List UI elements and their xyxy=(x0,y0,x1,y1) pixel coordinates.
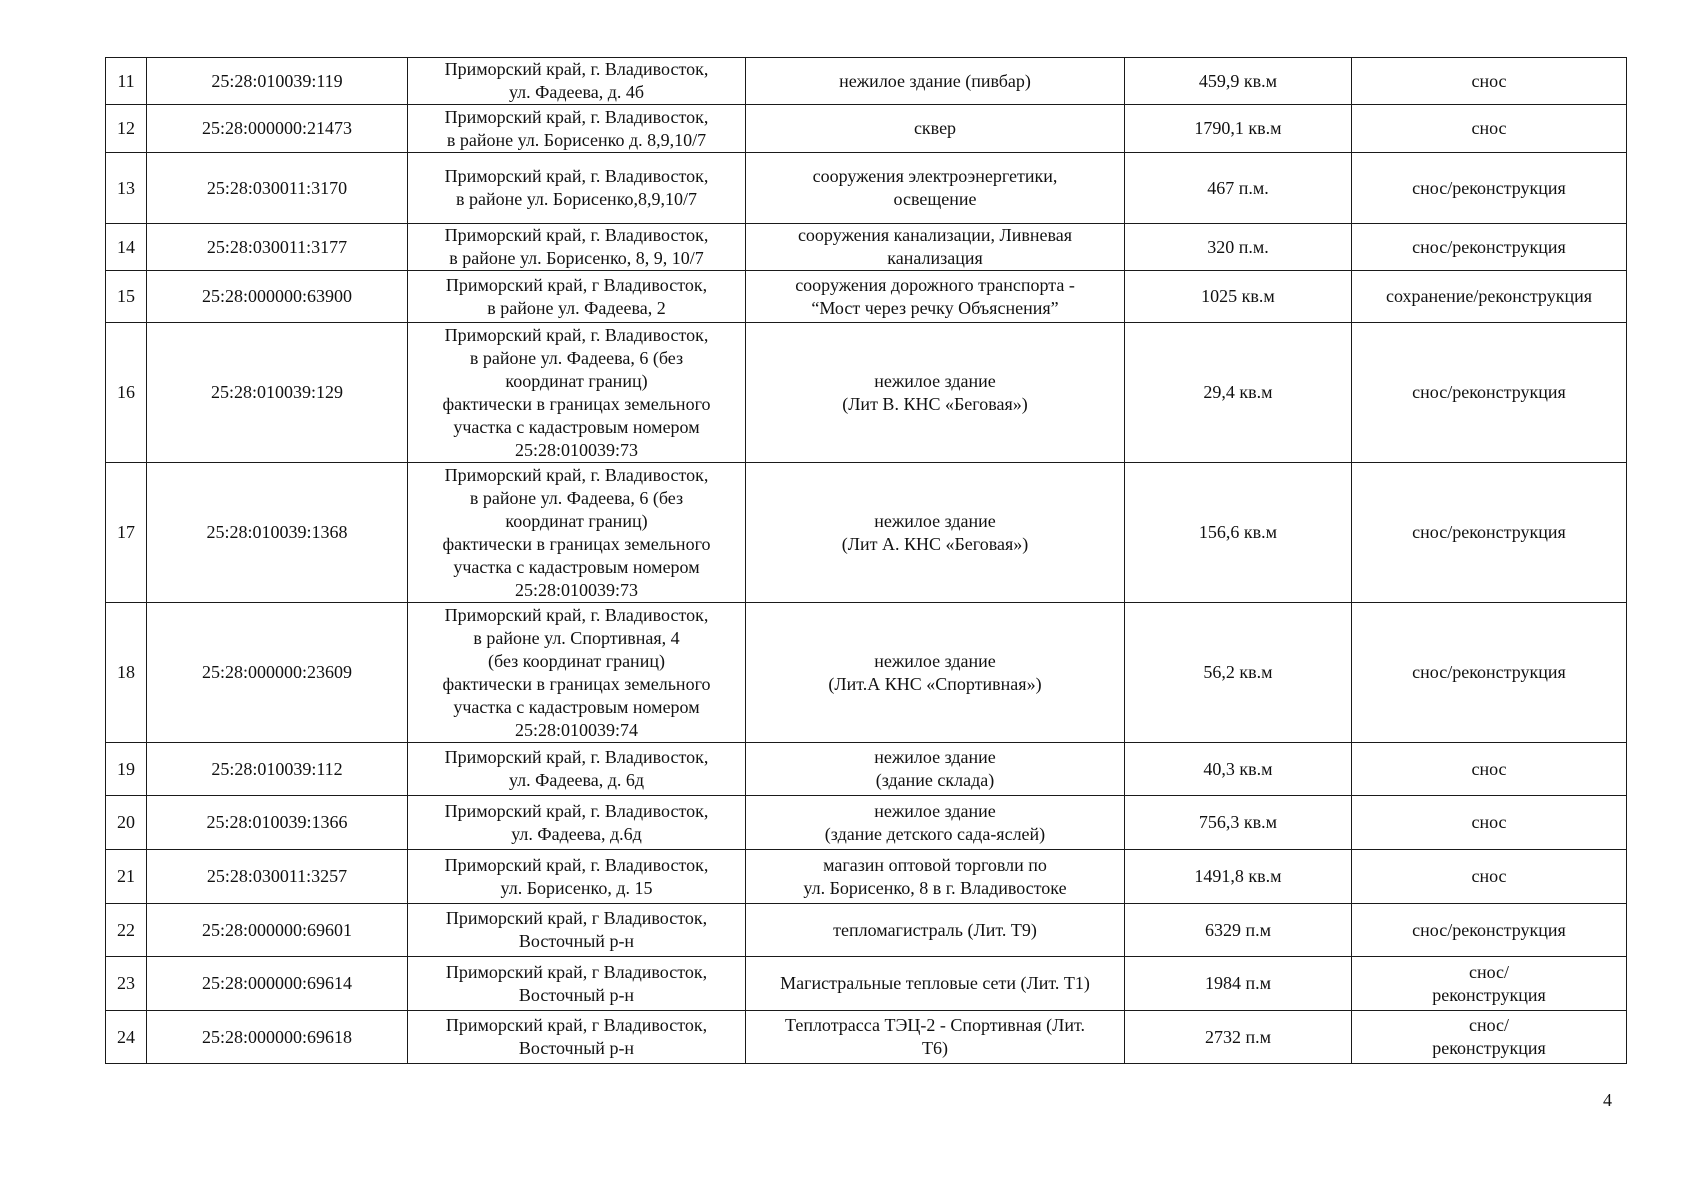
cell-object-name: сооружения дорожного транспорта - “Мост через речку Объяснения” xyxy=(746,271,1125,323)
table-row xyxy=(106,105,1627,153)
table-row xyxy=(106,1011,1627,1064)
table-row xyxy=(106,850,1627,904)
cell-cadastral-number: 25:28:000000:69618 xyxy=(147,1011,408,1064)
cell-row-number: 24 xyxy=(106,1011,147,1064)
cell-area: 1984 п.м xyxy=(1125,957,1352,1011)
cell-address: Приморский край, г Владивосток, Восточный р-н xyxy=(408,1011,746,1064)
cell-area: 1790,1 кв.м xyxy=(1125,105,1352,153)
cell-address: Приморский край, г. Владивосток, в районе ул. Фадеева, 6 (без координат границ) фактически в границах земельного участка с кадастровым номером 25:28:010039:73 xyxy=(408,323,746,463)
cell-row-number: 19 xyxy=(106,743,147,796)
cell-address: Приморский край, г. Владивосток, в районе ул. Фадеева, 6 (без координат границ) фактически в границах земельного участка с кадастровым номером 25:28:010039:73 xyxy=(408,463,746,603)
cell-address: Приморский край, г. Владивосток, ул. Фадеева, д. 6д xyxy=(408,743,746,796)
table-row xyxy=(106,796,1627,850)
cell-area: 320 п.м. xyxy=(1125,224,1352,271)
cell-cadastral-number: 25:28:010039:119 xyxy=(147,58,408,105)
cell-object-name: Магистральные тепловые сети (Лит. Т1) xyxy=(746,957,1125,1011)
cell-action: снос/ реконструкция xyxy=(1352,957,1627,1011)
cell-cadastral-number: 25:28:000000:21473 xyxy=(147,105,408,153)
cell-action: снос/реконструкция xyxy=(1352,323,1627,463)
table-row xyxy=(106,603,1627,743)
cell-cadastral-number: 25:28:030011:3170 xyxy=(147,153,408,224)
table-row xyxy=(106,904,1627,957)
cell-address: Приморский край, г. Владивосток, ул. Фадеева, д.6д xyxy=(408,796,746,850)
table-row xyxy=(106,224,1627,271)
table-row xyxy=(106,58,1627,105)
table-row xyxy=(106,153,1627,224)
cell-address: Приморский край, г. Владивосток, в районе ул. Спортивная, 4 (без координат границ) фактически в границах земельного участка с кадастровым номером 25:28:010039:74 xyxy=(408,603,746,743)
cell-cadastral-number: 25:28:000000:23609 xyxy=(147,603,408,743)
cell-row-number: 21 xyxy=(106,850,147,904)
cell-row-number: 15 xyxy=(106,271,147,323)
cell-cadastral-number: 25:28:000000:63900 xyxy=(147,271,408,323)
cell-object-name: сооружения электроэнергетики, освещение xyxy=(746,153,1125,224)
cell-row-number: 12 xyxy=(106,105,147,153)
cell-area: 29,4 кв.м xyxy=(1125,323,1352,463)
cell-area: 756,3 кв.м xyxy=(1125,796,1352,850)
cell-address: Приморский край, г. Владивосток, в районе ул. Борисенко д. 8,9,10/7 xyxy=(408,105,746,153)
page-number: 4 xyxy=(1603,1090,1612,1110)
cell-action: снос/реконструкция xyxy=(1352,153,1627,224)
cell-object-name: сквер xyxy=(746,105,1125,153)
cell-cadastral-number: 25:28:030011:3257 xyxy=(147,850,408,904)
cell-object-name: нежилое здание (Лит В. КНС «Беговая») xyxy=(746,323,1125,463)
cell-object-name: нежилое здание (пивбар) xyxy=(746,58,1125,105)
cell-cadastral-number: 25:28:000000:69601 xyxy=(147,904,408,957)
cell-object-name: тепломагистраль (Лит. Т9) xyxy=(746,904,1125,957)
cell-action: снос xyxy=(1352,105,1627,153)
cell-address: Приморский край, г Владивосток, Восточный р-н xyxy=(408,957,746,1011)
cell-row-number: 18 xyxy=(106,603,147,743)
cell-object-name: сооружения канализации, Ливневая канализация xyxy=(746,224,1125,271)
cell-cadastral-number: 25:28:030011:3177 xyxy=(147,224,408,271)
table-row xyxy=(106,323,1627,463)
cell-row-number: 17 xyxy=(106,463,147,603)
cell-address: Приморский край, г. Владивосток, ул. Борисенко, д. 15 xyxy=(408,850,746,904)
cell-object-name: Теплотрасса ТЭЦ-2 - Спортивная (Лит. Т6) xyxy=(746,1011,1125,1064)
cell-row-number: 16 xyxy=(106,323,147,463)
cell-action: снос/реконструкция xyxy=(1352,224,1627,271)
cell-area: 6329 п.м xyxy=(1125,904,1352,957)
table-row xyxy=(106,743,1627,796)
cell-area: 1491,8 кв.м xyxy=(1125,850,1352,904)
cell-action: снос xyxy=(1352,850,1627,904)
cell-row-number: 22 xyxy=(106,904,147,957)
cell-action: снос/реконструкция xyxy=(1352,463,1627,603)
cell-address: Приморский край, г Владивосток, в районе ул. Фадеева, 2 xyxy=(408,271,746,323)
table-body xyxy=(106,58,1627,1064)
cell-address: Приморский край, г Владивосток, Восточный р-н xyxy=(408,904,746,957)
cell-cadastral-number: 25:28:000000:69614 xyxy=(147,957,408,1011)
cell-cadastral-number: 25:28:010039:1366 xyxy=(147,796,408,850)
cell-area: 2732 п.м xyxy=(1125,1011,1352,1064)
cell-object-name: нежилое здание (здание склада) xyxy=(746,743,1125,796)
cell-row-number: 23 xyxy=(106,957,147,1011)
table-row xyxy=(106,957,1627,1011)
cell-action: снос xyxy=(1352,743,1627,796)
cell-action: сохранение/реконструкция xyxy=(1352,271,1627,323)
table-row xyxy=(106,271,1627,323)
cell-area: 467 п.м. xyxy=(1125,153,1352,224)
cell-area: 40,3 кв.м xyxy=(1125,743,1352,796)
cell-action: снос/реконструкция xyxy=(1352,904,1627,957)
cell-row-number: 20 xyxy=(106,796,147,850)
cell-action: снос xyxy=(1352,796,1627,850)
cell-row-number: 14 xyxy=(106,224,147,271)
cell-row-number: 13 xyxy=(106,153,147,224)
table-row xyxy=(106,463,1627,603)
cell-area: 156,6 кв.м xyxy=(1125,463,1352,603)
cell-area: 459,9 кв.м xyxy=(1125,58,1352,105)
cell-action: снос/реконструкция xyxy=(1352,603,1627,743)
cell-cadastral-number: 25:28:010039:1368 xyxy=(147,463,408,603)
cell-object-name: нежилое здание (здание детского сада-яслей) xyxy=(746,796,1125,850)
cell-area: 56,2 кв.м xyxy=(1125,603,1352,743)
cell-object-name: магазин оптовой торговли по ул. Борисенко, 8 в г. Владивостоке xyxy=(746,850,1125,904)
cell-address: Приморский край, г. Владивосток, ул. Фадеева, д. 4б xyxy=(408,58,746,105)
objects-table xyxy=(105,57,1627,1064)
cell-action: снос/ реконструкция xyxy=(1352,1011,1627,1064)
cell-object-name: нежилое здание (Лит А. КНС «Беговая») xyxy=(746,463,1125,603)
cell-object-name: нежилое здание (Лит.А КНС «Спортивная») xyxy=(746,603,1125,743)
cell-action: снос xyxy=(1352,58,1627,105)
cell-row-number: 11 xyxy=(106,58,147,105)
cell-cadastral-number: 25:28:010039:112 xyxy=(147,743,408,796)
cell-address: Приморский край, г. Владивосток, в районе ул. Борисенко, 8, 9, 10/7 xyxy=(408,224,746,271)
cell-area: 1025 кв.м xyxy=(1125,271,1352,323)
cell-cadastral-number: 25:28:010039:129 xyxy=(147,323,408,463)
cell-address: Приморский край, г. Владивосток, в районе ул. Борисенко,8,9,10/7 xyxy=(408,153,746,224)
